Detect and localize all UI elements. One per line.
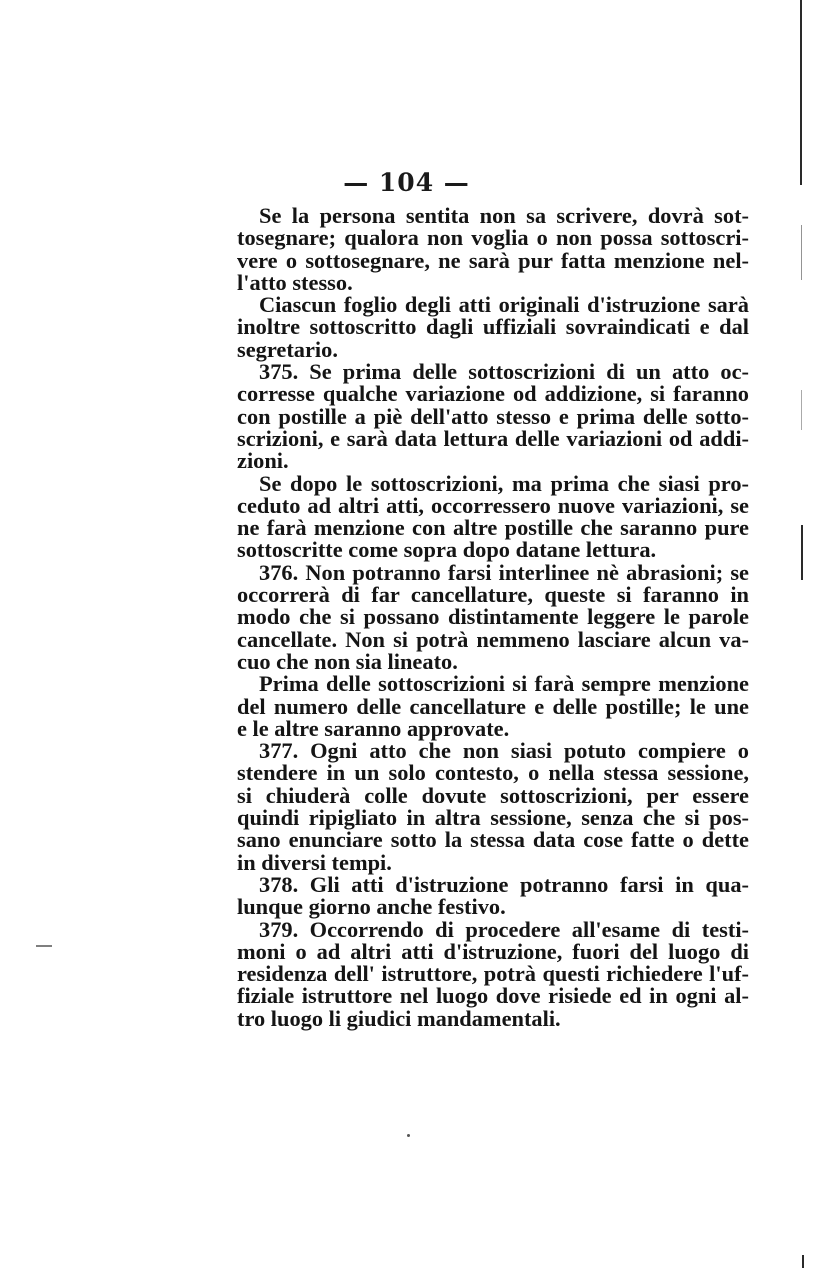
- scan-edge-mark: [802, 1255, 804, 1268]
- text-line: 377. Ogni atto che non siasi potuto compiere o: [259, 738, 749, 764]
- text-line: e le altre saranno approvate.: [237, 715, 510, 741]
- text-line: residenza dell' istruttore, potrà questi richiedere l'uf-: [237, 961, 749, 987]
- scan-edge-mark: [801, 225, 802, 280]
- text-line: fiziale istruttore nel luogo dove risiede ed in ogni al-: [237, 983, 749, 1009]
- text-line: tosegnare; qualora non voglia o non possa sottoscri-: [237, 225, 749, 251]
- text-line: segretario.: [237, 336, 338, 362]
- text-line: 378. Gli atti d'istruzione potranno farsi in qua-: [259, 871, 749, 897]
- scan-edge-mark: [800, 0, 802, 185]
- body-text: [237, 205, 749, 1030]
- scan-speck: [407, 1134, 410, 1137]
- text-line: in diversi tempi.: [237, 849, 392, 875]
- text-line: ne farà menzione con altre postille che saranno pure: [237, 515, 749, 541]
- text-line: vere o sottosegnare, ne sarà pur fatta menzione nel-: [237, 247, 749, 273]
- text-line: stendere in un solo contesto, o nella stessa sessione,: [237, 760, 749, 786]
- text-line: sano enunciare sotto la stessa data cose fatte o dette: [237, 827, 749, 853]
- text-line: tro luogo li giudici mandamentali.: [237, 1005, 561, 1031]
- text-line: modo che si possano distintamente leggere le parole: [237, 604, 749, 630]
- text-line: occorrerà di far cancellature, queste si faranno in: [237, 582, 749, 608]
- text-line: con postille a piè dell'atto stesso e prima delle sotto-: [237, 403, 749, 429]
- text-line: Se la persona sentita non sa scrivere, dovrà sot-: [259, 203, 749, 228]
- text-line: quindi ripigliato in altra sessione, senza che si pos-: [237, 805, 749, 831]
- text-line: cancellate. Non si potrà nemmeno lasciare alcun va-: [237, 626, 749, 652]
- text-line: corresse qualche variazione od addizione, si faranno: [237, 381, 749, 407]
- text-line: si chiuderà colle dovute sottoscrizioni, per essere: [237, 782, 749, 808]
- text-line: zioni.: [237, 448, 289, 474]
- text-line: scrizioni, e sarà data lettura delle variazioni od addi-: [237, 425, 749, 451]
- text-line: lunque giorno anche festivo.: [237, 894, 506, 920]
- text-line: Prima delle sottoscrizioni si farà sempre menzione: [259, 671, 749, 697]
- text-line: inoltre sottoscritto dagli uffiziali sovraindicati e dal: [237, 314, 749, 340]
- scan-left-mark: [36, 945, 52, 947]
- text-line: 376. Non potranno farsi interlinee nè abrasioni; se: [259, 559, 749, 585]
- text-line: l'atto stesso.: [237, 269, 353, 295]
- text-line: cuo che non sia lineato.: [237, 648, 458, 674]
- text-line: del numero delle cancellature e delle postille; le une: [237, 693, 749, 719]
- text-line: ceduto ad altri atti, occorressero nuove variazioni, se: [237, 492, 749, 518]
- text-line: sottoscritte come sopra dopo datane lettura.: [237, 537, 657, 563]
- text-line: 375. Se prima delle sottoscrizioni di un atto oc-: [259, 359, 749, 385]
- text-line: moni o ad altri atti d'istruzione, fuori del luogo di: [237, 938, 749, 964]
- page-number: — 104 —: [343, 168, 470, 197]
- scan-edge-mark: [801, 390, 802, 430]
- text-line: Ciascun foglio degli atti originali d'istruzione sarà: [259, 292, 749, 318]
- text-line: 379. Occorrendo di procedere all'esame di testi-: [259, 916, 749, 942]
- scan-edge-mark: [801, 525, 803, 580]
- text-line: Se dopo le sottoscrizioni, ma prima che siasi pro-: [259, 470, 749, 496]
